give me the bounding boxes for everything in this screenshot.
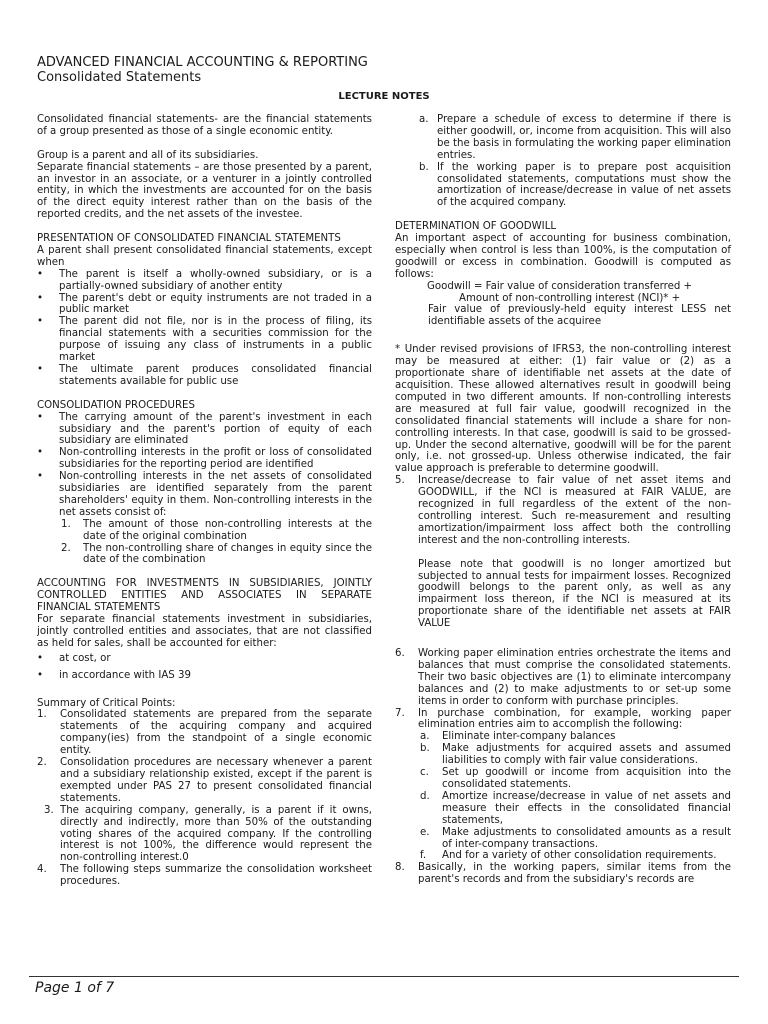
lettered-subitem: c. Set up goodwill or income from acquisition into the consolidated statements. — [420, 767, 731, 790]
left-column — [37, 114, 372, 888]
goodwill-intro: An important aspect of accounting for business combination, especially when control is less than 100%, is the computation of goodwill or excess in combination. Goodwill is computed as follows: — [395, 233, 731, 280]
step-item: a. Prepare a schedule of excess to determine if there is either goodwill, or, income from acquisition. This will also be the basis in formulating the working paper elimination entries. — [419, 114, 731, 161]
step-item: b. If the working paper is to prepare post acquisition consolidated statements, computations must show the amortization of increase/decrease in value of net assets of the acquired company. — [419, 161, 731, 209]
bullet-icon: • — [37, 471, 44, 483]
bullet-icon: • — [37, 411, 44, 423]
numbered-item: 5. Increase/decrease to fair value of net asset items and GOODWILL, if the NCI is measured at FAIR VALUE, are recognized in full regardless of the extent of the non-controlling interest. Such re-measurement and resulting amortization/impairment loss affect both the controlling interest and the non-controlling interests. — [395, 475, 731, 546]
lettered-subitem: a. Eliminate inter-company balances — [420, 731, 616, 743]
bullet-item: • Non-controlling interests in the net assets of consolidated subsidiaries are identified separately from the parent shareholders' equity in them. Non-controlling interests in the net assets consist of: — [37, 471, 372, 518]
bullet-item: • The parent did not file, nor is in the process of filing, its financial statements with a securities commission for the purpose of issuing any class of instruments in a public market — [37, 316, 372, 364]
intro-paragraph: Consolidated financial statements- are the financial statements of a group presented as those of a single economic entity. — [37, 114, 372, 137]
lettered-subitem: b. Make adjustments for acquired assets and assumed liabilities to comply with fair value considerations. — [420, 743, 731, 767]
bullet-icon: • — [37, 316, 44, 328]
procedures-heading: CONSOLIDATION PROCEDURES — [37, 399, 195, 411]
page-number: Page 1 of 7 — [35, 980, 115, 996]
bullet-item: • The carrying amount of the parent's investment in each subsidiary and the parent's portion of equity of each subsidiary are eliminated — [37, 411, 372, 447]
presentation-intro: A parent shall present consolidated financial statements, except when — [37, 244, 372, 268]
bullet-icon: • — [37, 447, 44, 459]
numbered-item: 6. Working paper elimination entries orchestrate the items and balances that must comprise the consolidated statements. Their two basic objectives are (1) to eliminate intercompany balances and (2) to make adjustments to or set-up some items in order to conform with purchase principles. — [395, 648, 731, 707]
lettered-subitem: d. Amortize increase/decrease in value of net assets and measure their effects in the consolidated financial statements, — [420, 790, 731, 826]
bullet-icon: • — [37, 364, 44, 375]
document-subtitle: Consolidated Statements — [37, 70, 202, 85]
bullet-item: • The parent's debt or equity instruments are not traded in a public market — [37, 292, 372, 316]
bullet-item: • in accordance with IAS 39 — [37, 669, 191, 681]
investments-heading: ACCOUNTING FOR INVESTMENTS IN SUBSIDIARIES, JOINTLY CONTROLLED ENTITIES AND ASSOCIATES IN SEPARATE FINANCIAL STATEMENTS — [37, 578, 372, 614]
bullet-icon: • — [37, 292, 44, 304]
lettered-subitem: f. And for a variety of other consolidation requirements. — [420, 850, 717, 862]
document-title: ADVANCED FINANCIAL ACCOUNTING & REPORTING — [37, 55, 368, 70]
goodwill-formula-line: Amount of non-controlling interest (NCI)* + — [459, 292, 681, 304]
bullet-icon: • — [37, 669, 44, 681]
separate-statements-definition: Separate financial statements – are those presented by a parent, an investor in an associate, or a venturer in a jointly controlled entity, in which the investments are accounted for on the basis of the direct equity interest rather than on the basis of the reported credits, and the net assets of the investee. — [37, 161, 372, 221]
bullet-item: • The ultimate parent produces consolidated financial statements available for public use — [37, 364, 372, 387]
presentation-heading: PRESENTATION OF CONSOLIDATED FINANCIAL STATEMENTS — [37, 233, 341, 245]
numbered-item: 3. The acquiring company, generally, is a parent if it owns, directly and indirectly, more than 50% of the outstanding voting shares of the acquired company. If the controlling interest is not 100%, the difference would represent the non-controlling interest.0 — [44, 804, 372, 864]
summary-heading: Summary of Critical Points: — [37, 697, 176, 709]
goodwill-formula-line: Fair value of previously-held equity interest LESS net identifiable assets of the acquiree — [428, 304, 731, 328]
numbered-subitem: 1. The amount of those non-controlling interests at the date of the original combination — [61, 518, 372, 542]
numbered-item: 2. Consolidation procedures are necessary whenever a parent and a subsidiary relationship existed, except if the parent is exempted under PAS 27 to present consolidated financial statements. — [37, 757, 372, 804]
footer-rule — [29, 976, 739, 977]
bullet-icon: • — [37, 268, 44, 280]
group-definition: Group is a parent and all of its subsidiaries. — [37, 149, 259, 161]
numbered-item: 8. Basically, in the working papers, similar items from the parent's records and from the subsidiary's records are — [395, 862, 731, 886]
numbered-subitem: 2. The non-controlling share of changes in equity since the date of the combination — [61, 542, 372, 566]
nci-note: * Under revised provisions of IFRS3, the non-controlling interest may be measured at either: (1) fair value or (2) as a proportionate share of identifiable net assets at the date of acquisition. These allowed alternatives result in goodwill being computed in two different amounts. If non-controlling interests are measured at full fair value, goodwill recognized in the consolidated financial statements will include a share for non-controlling interests. In that case, goodwill is said to be grossed-up. Under the second alternative, goodwill will be for the parent only, i.e. not grossed-up. Unless otherwise indicated, the fair value approach is preferable to determine goodwill. — [395, 344, 731, 475]
section-title: LECTURE NOTES — [338, 91, 430, 102]
lettered-subitem: e. Make adjustments to consolidated amounts as a result of inter-company transactions. — [420, 826, 731, 850]
bullet-item: • The parent is itself a wholly-owned subsidiary, or is a partially-owned subsidiary of another entity — [37, 268, 372, 292]
numbered-item: 4. The following steps summarize the consolidation worksheet procedures. — [37, 864, 372, 888]
goodwill-heading: DETERMINATION OF GOODWILL — [395, 221, 557, 233]
numbered-item: 7. In purchase combination, for example, working paper elimination entries aim to accomplish the following: — [395, 707, 731, 731]
goodwill-note: Please note that goodwill is no longer amortized but subjected to annual tests for impairment losses. Recognized goodwill belongs to the parent only, as well as any impairment loss thereon, if the NCI is measured at its proportionate share of the identifiable net assets at FAIR VALUE — [418, 558, 731, 630]
bullet-item: • Non-controlling interests in the profit or loss of consolidated subsidiaries for the reporting period are identified — [37, 447, 372, 471]
numbered-item: 1. Consolidated statements are prepared from the separate statements of the acquiring company and acquired company(ies) from the standpoint of a single economic entity. — [37, 709, 372, 757]
investments-intro: For separate financial statements investment in subsidiaries, jointly controlled entities and associates, that are not classified as held for sales, shall be accounted for either: — [37, 614, 372, 649]
right-column — [395, 114, 731, 886]
goodwill-formula-line: Goodwill = Fair value of consideration transferred + — [427, 280, 693, 292]
bullet-icon: • — [37, 652, 44, 664]
bullet-item: • at cost, or — [37, 652, 111, 664]
